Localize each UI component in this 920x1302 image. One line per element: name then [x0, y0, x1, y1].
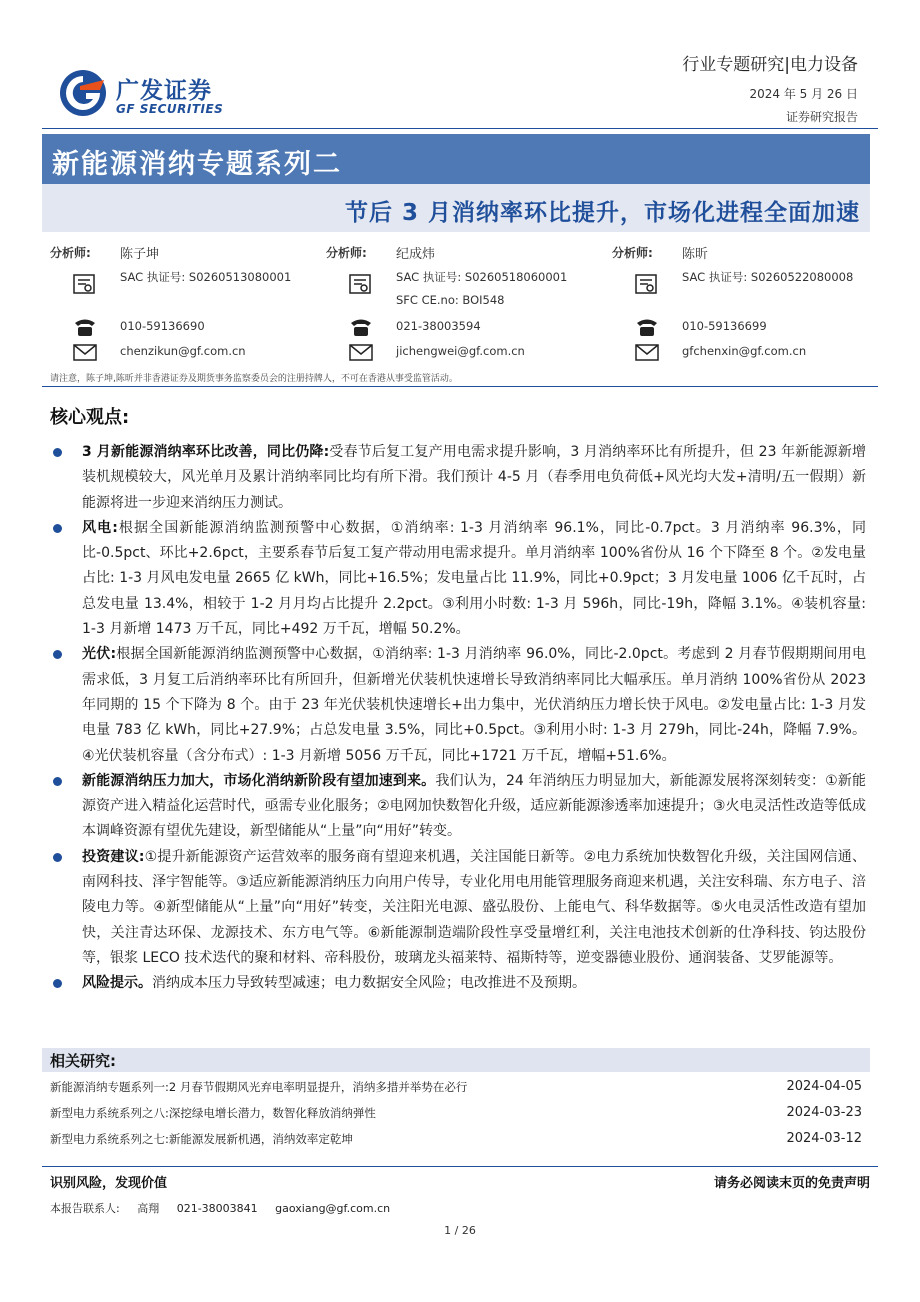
bullet-lead: 3 月新能源消纳率环比改善，同比仍降: — [82, 444, 330, 460]
bullet-text: 根据全国新能源消纳监测预警中心数据，①消纳率: 1-3 月消纳率 96.0%，同比-2.0pct。考虑到 2 月春节假期期间用电需求低，3 月复工后消纳率环比有所回升，但新增光伏装机快速增长导致消纳率同比大幅承压。单月消纳 100%省份从 2023 年同期的 15 个下降为 8 个。由于 23 年光伏装机快速增长+出力集中，光伏消纳压力增长快于风电。②发电量占比: 1-3 月发电量 783 亿 kWh，同比+27.9%；占总发电量 3.5%，同比+0.5pct。③利用小时: 1-3 月 279h，同比-24h，降幅 7.9%。④光伏装机容量（含分布式）: 1-3 月新增 5056 万千瓦，同比+1721 万千瓦，增幅+51.6%。 — [82, 646, 866, 764]
report-type: 证券研究报告 — [785, 110, 858, 124]
bullet-lead: 光伏: — [82, 646, 117, 663]
core-views-list — [50, 440, 866, 997]
related-date: 2024-03-23 — [786, 1105, 862, 1120]
brand-name-en: GF SECURITIES — [116, 102, 224, 116]
analyst-role: 分析师: — [326, 246, 367, 260]
bullet-lead: 投资建议: — [82, 848, 145, 865]
report-contact — [50, 1200, 404, 1216]
brand-name-cn: 广发证券 — [116, 78, 212, 104]
subtitle-bar — [42, 184, 870, 232]
certificate-icon — [72, 274, 98, 296]
list-item — [50, 971, 866, 996]
bullet-lead: 新能源消纳压力加大，市场化消纳新阶段有望加速到来。 — [82, 772, 436, 789]
bullet-text: 根据全国新能源消纳监测预警中心数据，①消纳率: 1-3 月消纳率 96.1%，同比-0.7pct。3 月消纳率 96.3%，同比-0.5pct、环比+2.6pct，主要系春节后复工复产带动用电需求提升。单月消纳率 100%省份从 16 个下降至 8 个。②发电量占比: 1-3 月风电发电量 2665 亿 kWh，同比+16.5%；发电量占比 11.9%，同比+0.9pct；3 月发电量 1006 亿千瓦时，占总发电量 13.4%，相较于 1-2 月月均占比提升 2.2pct。③利用小时数: 1-3 月 596h，同比-19h，降幅 3.1%。④装机容量: 1-3 月新增 1473 万千瓦，同比+492 万千瓦，增幅 50.2%。 — [82, 519, 866, 638]
analyst-sfc: SFC CE.no: BOI548 — [396, 293, 505, 307]
email-icon — [634, 342, 660, 364]
certificate-icon — [348, 274, 374, 296]
footer-divider — [42, 1166, 878, 1167]
title-bar — [42, 134, 870, 184]
analyst-role: 分析师: — [612, 246, 653, 260]
contact-email[interactable]: gaoxiang@gf.com.cn — [275, 1202, 391, 1215]
certificate-icon — [634, 274, 660, 296]
related-research-heading: 相关研究: — [50, 1052, 116, 1070]
bullet-lead: 风电: — [82, 519, 118, 536]
analyst-sac: SAC 执证号: S0260522080008 — [682, 270, 854, 284]
report-date: 2024 年 5 月 26 日 — [749, 87, 858, 101]
page-number: 1 / 26 — [444, 1224, 476, 1237]
list-item — [50, 845, 866, 971]
related-title[interactable]: 新型电力系统系列之七:新能源发展新机遇，消纳效率定乾坤 — [50, 1132, 353, 1146]
contact-label: 本报告联系人: — [50, 1202, 120, 1215]
report-category: 行业专题研究|电力设备 — [682, 55, 858, 75]
related-date: 2024-04-05 — [786, 1079, 862, 1094]
report-subtitle: 节后 3 月消纳率环比提升，市场化进程全面加速 — [344, 200, 860, 226]
analyst-phone: 021-38003594 — [396, 319, 481, 333]
report-meta — [682, 50, 858, 125]
phone-icon — [348, 316, 374, 338]
related-date: 2024-03-12 — [786, 1131, 862, 1146]
email-icon — [348, 342, 374, 364]
analyst-email[interactable]: chenzikun@gf.com.cn — [120, 344, 246, 358]
list-item — [50, 440, 866, 516]
analyst-name: 陈子坤 — [120, 247, 160, 262]
analyst-sac: SAC 执证号: S0260518060001 — [396, 270, 568, 284]
bullet-text: 消纳成本压力导致转型减速；电力数据安全风险；电改推进不及预期。 — [152, 975, 586, 992]
section-divider — [42, 386, 878, 387]
bullet-text: 我们认为，24 年消纳压力明显加大，新能源发展将深刻转变：①新能源资产进入精益化运营时代，亟需专业化服务；②电网加快数智化升级，适应新能源渗透率加速提升；③火电灵活性改造等低成本调峰资源有望优先建设，新型储能从“上量”向“用好”转变。 — [82, 772, 866, 840]
core-views-heading: 核心观点: — [50, 407, 130, 428]
bullet-text: 受春节后复工复产用电需求提升影响，3 月消纳率环比有所提升，但 23 年新能源新增装机规模较大，风光单月及累计消纳率同比均有所下滑。我们预计 4-5 月（春季用电负荷低+风光均大发+清明/五一假期）新能源将进一步迎来消纳压力测试。 — [82, 444, 866, 511]
gf-logo-icon — [58, 68, 108, 118]
related-item[interactable] — [50, 1131, 862, 1147]
related-title[interactable]: 新型电力系统系列之八:深挖绿电增长潜力，数智化释放消纳弹性 — [50, 1106, 376, 1120]
list-item — [50, 769, 866, 845]
bullet-text: ①提升新能源资产运营效率的服务商有望迎来机遇，关注国能日新等。②电力系统加快数智化升级，关注国网信通、南网科技、泽宇智能等。③适应新能源消纳压力向用户传导，专业化用电用能管理服务商迎来机遇，关注安科瑞、东方电子、涪陵电力等。④新型储能从“上量”向“用好”转变，关注阳光电源、盛弘股份、上能电气、科华数据等。⑤火电灵活性改造有望加快，关注青达环保、龙源技术、东方电气等。⑥新能源制造端阶段性享受量增红利，关注电池技术创新的仕净科技、钧达股份等，银浆 LECO 技术迭代的聚和材料、帝科股份，玻璃龙头福莱特、福斯特等，逆变器德业股份、通润装备、艾罗能源等。 — [82, 848, 866, 966]
analyst-email[interactable]: jichengwei@gf.com.cn — [396, 344, 525, 358]
email-icon — [72, 342, 98, 364]
related-research-header — [42, 1048, 870, 1072]
analyst-name: 陈昕 — [682, 247, 709, 262]
bullet-lead: 风险提示。 — [82, 975, 152, 992]
contact-name: 高翔 — [137, 1202, 160, 1215]
header-divider — [42, 128, 878, 129]
report-title: 新能源消纳专题系列二 — [52, 149, 342, 180]
license-disclaimer: 请注意，陈子坤,陈昕并非香港证券及期货事务监察委员会的注册持牌人，不可在香港从事受监管活动。 — [50, 374, 458, 384]
phone-icon — [634, 316, 660, 338]
analyst-phone: 010-59136699 — [682, 319, 767, 333]
list-item — [50, 516, 866, 642]
analyst-name: 纪成炜 — [396, 247, 436, 262]
analyst-sac: SAC 执证号: S0260513080001 — [120, 270, 292, 284]
brand-logo — [58, 66, 248, 122]
analyst-role: 分析师: — [50, 246, 91, 260]
footer-disclaimer-note: 请务必阅读末页的免责声明 — [713, 1176, 870, 1191]
related-item[interactable] — [50, 1079, 862, 1095]
analyst-email[interactable]: gfchenxin@gf.com.cn — [682, 344, 807, 358]
contact-phone: 021-38003841 — [176, 1202, 258, 1215]
related-title[interactable]: 新能源消纳专题系列一:2 月春节假期风光弃电率明显提升，消纳多措并举势在必行 — [50, 1080, 468, 1094]
list-item — [50, 642, 866, 768]
analyst-phone: 010-59136690 — [120, 319, 205, 333]
related-item[interactable] — [50, 1105, 862, 1121]
footer-slogan: 识别风险，发现价值 — [50, 1176, 168, 1191]
phone-icon — [72, 316, 98, 338]
